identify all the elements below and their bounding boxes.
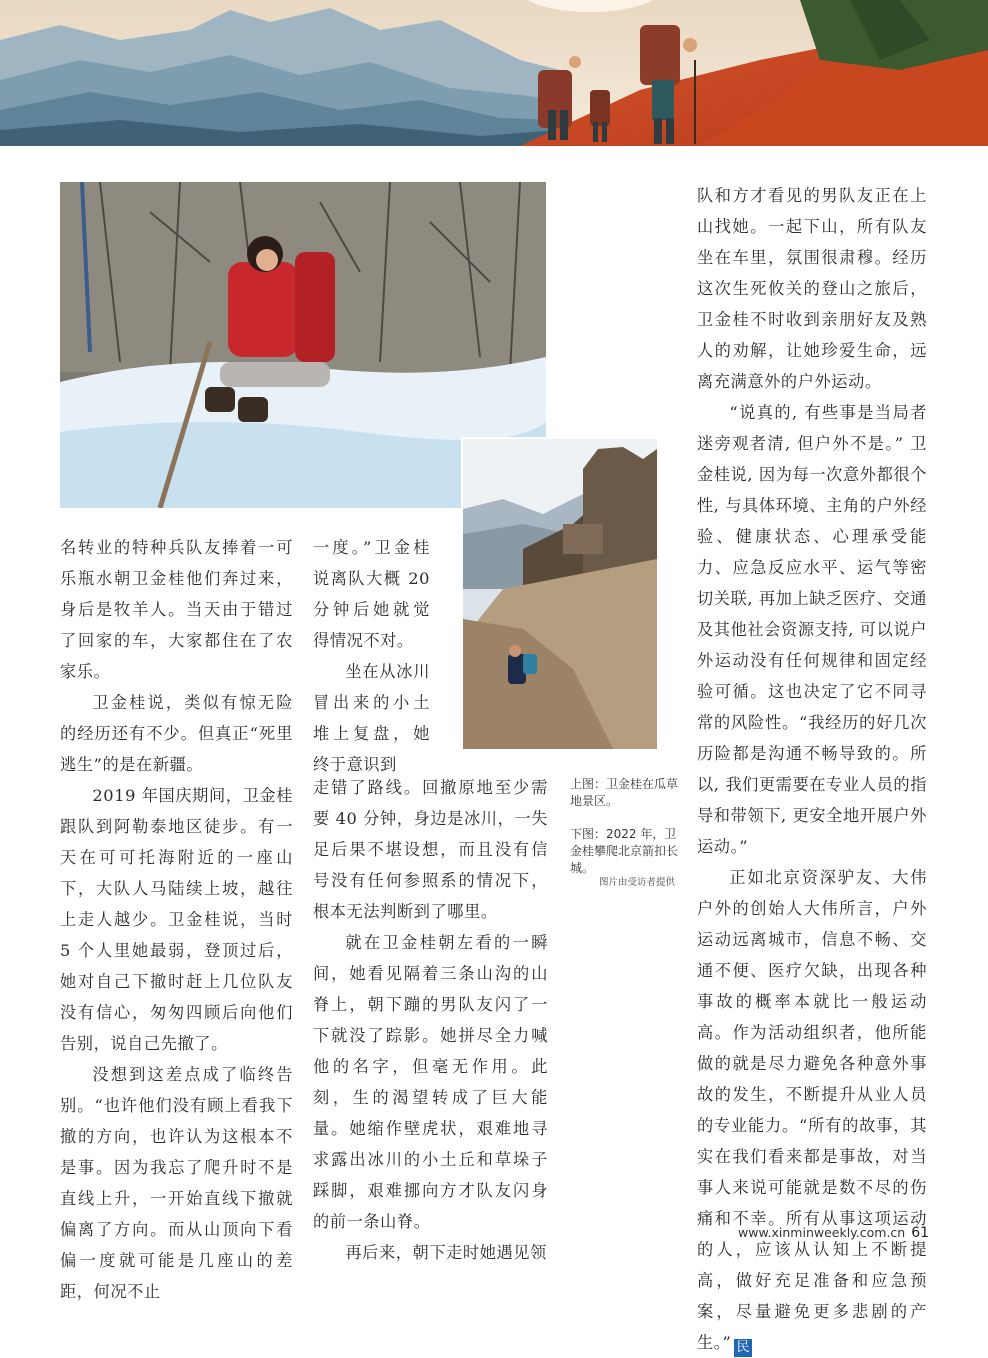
article-column-left xyxy=(60,532,293,1307)
paragraph: 坐在从冰川冒出来的小土堆上复盘，她终于意识到 xyxy=(313,662,430,774)
website-url: www.xinminweekly.com.cn xyxy=(738,1225,906,1240)
paragraph xyxy=(697,862,930,1358)
end-mark-logo: 民 xyxy=(734,1339,752,1357)
paragraph: 没想到这差点成了临终告别。“也许他们没有顾上看我下撤的方向，也许认为这根本不是事。因为我忘了爬升时不是直线上升，一开始直线下撤就偏离了方向。而从山顶向下看偏一度就可能是几座山的差距，何况不止 xyxy=(60,1065,293,1301)
photo-credit: 图片由受访者提供 xyxy=(599,877,676,888)
paragraph: 卫金桂说，类似有惊无险的经历还有不少。但真正“死里逃生”的是在新疆。 xyxy=(60,693,293,774)
header-illustration xyxy=(0,0,988,146)
photo-great-wall-climb xyxy=(461,437,659,751)
article-column-middle-bottom xyxy=(313,772,548,1268)
great-wall-image xyxy=(463,439,657,749)
paragraph: 名转业的特种兵队友捧着一可乐瓶水朝卫金桂他们奔过来，身后是牧羊人。当天由于错过了回家的车，大家都住在了农家乐。 xyxy=(60,538,293,681)
paragraph: 就在卫金桂朝左看的一瞬间，她看见隔着三条山沟的山脊上，朝下蹦的男队友闪了一下就没了踪影。她拼尽全力喊他的名字，但毫无作用。此刻，生的渴望转成了巨大能量。她缩作壁虎状，艰难地寻求露出冰川的小土丘和草垛子踩脚，艰难挪向方才队友闪身的前一条山脊。 xyxy=(313,933,548,1231)
paragraph: “说真的, 有些事是当局者迷旁观者清, 但户外不是。” 卫金桂说, 因为每一次意外都很个性, 与具体环境、主角的户外经验、健康状态、心理承受能力、应急反应水平、运气等密切关联, 再加上缺乏医疗、交通及其他社会资源支持, 可以说户外运动没有任何规律和固定经验可循。这也决定了它不同寻常的风险性。“我经历的好几次历险都是沟通不畅导致的。所以, 我们更需要在专业人员的指导和带领下, 更安全地开展户外运动。” xyxy=(697,403,927,856)
article-column-middle-top xyxy=(313,532,430,780)
paragraph-text: 正如北京资深驴友、大伟户外的创始人大伟所言，户外运动远离城市，信息不畅、交通不便、医疗欠缺，出现各种事故的概率本就比一般运动高。作为活动组织者，他所能做的就是尽力避免各种意外事故的发生，不断提升从业人员的专业能力。“所有的故事，其实在我们看来都是事故，对当事人来说可能就是数不尽的伤痛和不幸。所有从事这项运动的人，应该从认知上不断提高，做好充足准备和应急预案，尽量避免更多悲剧的产生。” xyxy=(697,868,927,1352)
paragraph: 2019 年国庆期间，卫金桂跟队到阿勒泰地区徒步。有一天在可可托海附近的一座山下，大队人马陆续上坡，越往上走人越少。卫金桂说，当时 5 个人里她最弱，登顶过后，她对自己下撤时赶上几位队友没有信心，匆匆四顾后向他们告别，说自己先撤了。 xyxy=(60,786,293,1053)
page-footer xyxy=(738,1225,929,1241)
paragraph: 队和方才看见的男队友正在上山找她。一起下山，所有队友坐在车里，氛围很肃穆。经历这次生死攸关的登山之旅后，卫金桂不时收到亲朋好友及熟人的劝解，让她珍爱生命，远离充满意外的户外运动。 xyxy=(697,186,927,391)
caption-top: 上图：卫金桂在瓜草地景区。 xyxy=(570,777,679,808)
article-column-right xyxy=(697,180,930,1358)
mountain-hikers-illustration xyxy=(0,0,988,146)
caption-bottom: 下图：2022 年，卫金桂攀爬北京箭扣长城。 xyxy=(570,827,679,875)
paragraph: 再后来，朝下走时她遇见领 xyxy=(345,1243,547,1262)
paragraph: 一度。”卫金桂说离队大概 20 分钟后她就觉得情况不对。 xyxy=(313,538,430,650)
page-number: 61 xyxy=(911,1225,930,1241)
paragraph: 走错了路线。回撤原地至少需要 40 分钟，身边是冰川，一失足后果不堪设想，而且没有信号没有任何参照系的情况下，根本无法判断到了哪里。 xyxy=(313,778,548,921)
